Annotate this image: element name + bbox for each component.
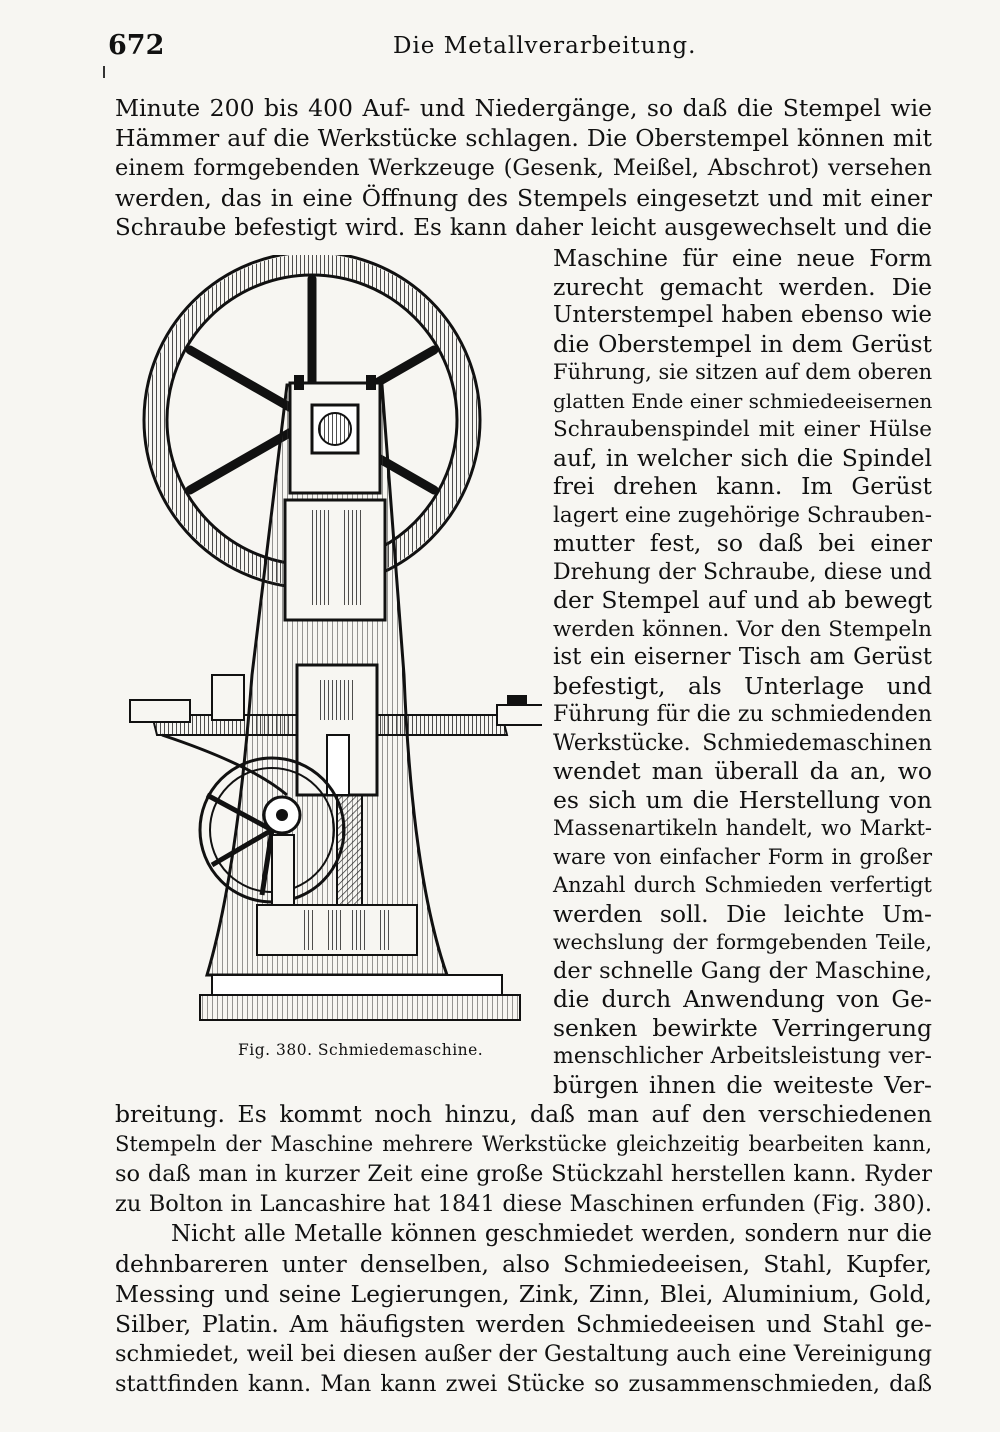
page-header <box>108 30 930 70</box>
text-line: Anzahl durch Schmieden verfertigt <box>553 873 932 897</box>
text-line: Schraube befestigt wird. Es kann daher leicht ausgewechselt und die <box>115 215 932 241</box>
text-line: Führung, sie sitzen auf dem oberen <box>553 360 933 384</box>
text-line: Schraubenspindel mit einer Hülse <box>553 417 932 442</box>
text-line: Massenartikeln handelt, wo Markt- <box>553 816 932 840</box>
text-line: breitung. Es kommt noch hinzu, daß man auf den verschiedenen <box>115 1100 932 1128</box>
text-line: dehnbareren unter denselben, also Schmiedeeisen, Stahl, Kupfer, <box>115 1250 932 1278</box>
text-line: ist ein eiserner Tisch am Gerüst <box>553 644 932 670</box>
text-line: Nicht alle Metalle können geschmiedet werden, sondern nur die <box>171 1221 932 1247</box>
text-line: ware von einfacher Form in großer <box>553 844 932 869</box>
text-line: stattfinden kann. Man kann zwei Stücke so zusammenschmieden, daß <box>115 1371 932 1397</box>
text-line: schmiedet, weil bei diesen außer der Gestaltung auch eine Vereinigung <box>115 1341 932 1367</box>
margin-mark <box>103 66 105 78</box>
stamp-blocks <box>257 905 417 955</box>
lower-stamp <box>297 665 377 795</box>
text-line: auf, in welcher sich die Spindel <box>553 443 932 472</box>
text-line: frei drehen kann. Im Gerüst <box>553 472 932 500</box>
text-line: Stempeln der Maschine mehrere Werkstücke gleichzeitig bearbeiten kann, <box>115 1132 932 1156</box>
text-line: Drehung der Schraube, diese und <box>553 559 932 585</box>
text-line: der Stempel auf und ab bewegt <box>553 586 932 614</box>
text-line: wechslung der formgebenden Teile, <box>553 930 932 954</box>
text-line: die durch Anwendung von Ge- <box>553 985 932 1013</box>
text-line: befestigt, als Unterlage und <box>553 671 932 700</box>
running-head: Die Metallverarbeitung. <box>393 33 697 59</box>
text-line: der schnelle Gang der Maschine, <box>553 957 932 984</box>
text-line: mutter fest, so daß bei einer <box>553 529 932 557</box>
forging-machine-illustration <box>112 255 542 1055</box>
text-line: Unterstempel haben ebenso wie <box>553 302 932 328</box>
text-line: Messing und seine Legierungen, Zink, Zinn, Blei, Aluminium, Gold, <box>115 1280 932 1308</box>
text-line: zu Bolton in Lancashire hat 1841 diese Maschinen erfunden (Fig. 380). <box>115 1191 932 1217</box>
text-line: die Oberstempel in dem Gerüst <box>553 329 932 358</box>
text-line: menschlicher Arbeitsleistung ver- <box>553 1044 932 1069</box>
text-line: senken bewirkte Verringerung <box>553 1013 932 1042</box>
text-line: Führung für die zu schmiedenden <box>553 702 932 727</box>
text-line: Silber, Platin. Am häufigsten werden Schmiedeeisen und Stahl ge- <box>115 1310 932 1338</box>
page-number: 672 <box>108 30 165 61</box>
text-line: Maschine für eine neue Form <box>553 244 932 272</box>
figure-caption: Fig. 380. Schmiedemaschine. <box>238 1041 484 1059</box>
text-line: lagert eine zugehörige Schrauben- <box>553 502 933 528</box>
text-line: zurecht gemacht werden. Die <box>553 272 932 301</box>
text-line: es sich um die Herstellung von <box>553 785 932 814</box>
text-line: werden, das in eine Öffnung des Stempels eingesetzt und mit einer <box>115 184 932 212</box>
text-line: einem formgebenden Werkzeuge (Gesenk, Meißel, Abschrot) versehen <box>115 155 932 181</box>
text-line: wendet man überall da an, wo <box>553 757 932 785</box>
text-line: werden können. Vor den Stempeln <box>553 616 932 642</box>
text-line: Hämmer auf die Werkstücke schlagen. Die Oberstempel können mit <box>115 124 932 152</box>
machine-base <box>200 975 520 1020</box>
text-line: so daß man in kurzer Zeit eine große Stückzahl herstellen kann. Ryder <box>115 1161 932 1187</box>
text-line: werden soll. Die leichte Um- <box>553 899 932 928</box>
text-line: bürgen ihnen die weiteste Ver- <box>553 1070 932 1099</box>
text-line: Minute 200 bis 400 Auf- und Niedergänge, so daß die Stempel wie <box>115 94 932 122</box>
text-line: glatten Ende einer schmiedeeisernen <box>553 388 933 413</box>
text-line: Werkstücke. Schmiedemaschinen <box>553 730 932 756</box>
